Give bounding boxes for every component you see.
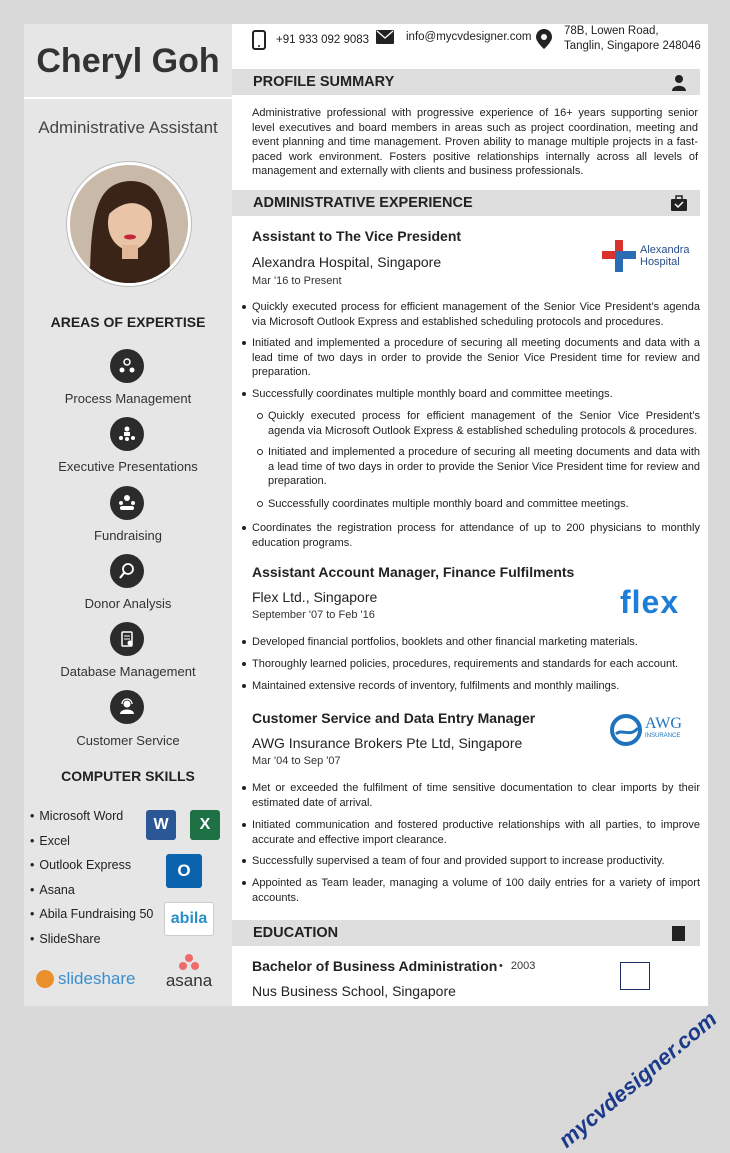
sidebar [24, 24, 232, 1006]
job-bullet: Quickly executed process for efficient management of the Senior Vice President’s agenda via Microsoft Outlook Express and established scheduling protocols and procedures. [252, 301, 700, 328]
database-gear-icon [110, 622, 144, 656]
profile-summary-text: Administrative professional with progressive experience of 16+ years supporting senior level executives and board members in areas such as project coordination, meeting and event planning and time management. Proven ability to manage multiple projects in a fast-paced work environment. Fosters positive relationships internally across all levels of management and externally with clients and business professionals. [252, 107, 698, 178]
skill-item: • Excel [30, 829, 153, 854]
job-bullet: Coordinates the registration process for attendance of up to 200 physicians to monthly education programs. [252, 522, 700, 549]
job-sub-bullet: Successfully coordinates multiple monthly board and committee meetings. [268, 497, 700, 512]
alexandra-hospital-logo [602, 240, 695, 272]
hospital-cross-icon [602, 240, 636, 272]
education-bar [232, 920, 700, 946]
skills-list [30, 804, 153, 951]
education-year-block: • 2003 [499, 960, 536, 972]
job-dates: Mar '16 to Present [252, 275, 342, 287]
fundraising-group-icon [110, 486, 144, 520]
job-organization: Alexandra Hospital, Singapore [252, 254, 442, 270]
person-icon [670, 73, 688, 91]
hospital-logo-text: Alexandra Hospital [640, 244, 690, 268]
job-bullet: Initiated communication and fostered productive relationships with all parties, to improve accurate and effective import clearance. [252, 819, 700, 846]
candidate-name: Cheryl Goh [36, 42, 220, 80]
skill-item: • Asana [30, 878, 153, 903]
job-bullet: Maintained extensive records of inventory, fulfilments and monthly mailings. [252, 679, 700, 694]
excel-logo: X [190, 810, 220, 840]
outlook-logo: O [166, 854, 202, 888]
skill-item: • Abila Fundraising 50 [30, 902, 153, 927]
job-bullet: Appointed as Team leader, managing a volume of 100 daily entries for a variety of import accounts. [252, 877, 700, 904]
word-logo: W [146, 810, 176, 840]
expertise-label: Process Management [64, 391, 192, 406]
education-school: Nus Business School, Singapore [252, 983, 456, 999]
slideshare-logo [36, 964, 150, 994]
asana-logo [158, 950, 220, 994]
job-role: Assistant Account Manager, Finance Fulfilments [252, 564, 575, 580]
expertise-label: Donor Analysis [84, 596, 172, 611]
job-dates: Mar '04 to Sep '07 [252, 755, 341, 767]
job-organization: Flex Ltd., Singapore [252, 589, 378, 605]
job-dates: September '07 to Feb '16 [252, 609, 375, 621]
expertise-label: Fundraising [94, 528, 162, 543]
job-role: Customer Service and Data Entry Manager [252, 710, 536, 726]
job-bullet: Successfully supervised a team of four and provided support to increase productivity. [252, 854, 700, 869]
job-role: Assistant to The Vice President [252, 228, 462, 244]
expertise-heading: AREAS OF EXPERTISE [50, 314, 206, 330]
resume-page [24, 24, 708, 1006]
job-sub-bullet: Initiated and implemented a procedure of securing all meeting documents and data with a lead time of two days in order to provide the Senior Vice President time for review and preparation. [268, 446, 700, 488]
contact-phone [252, 30, 369, 50]
location-pin-icon [536, 29, 552, 49]
awg-logo-subtext: INSURANCE [645, 733, 681, 739]
experience-heading: ADMINISTRATIVE EXPERIENCE [253, 195, 473, 211]
address-line-1: 78B, Lowen Road, [564, 25, 659, 37]
skill-item: • Microsoft Word [30, 804, 153, 829]
education-heading: EDUCATION [253, 925, 339, 941]
contact-email [376, 30, 531, 44]
job-bullet: Successfully coordinates multiple monthly board and committee meetings. [252, 387, 700, 402]
expertise-label: Executive Presentations [58, 459, 198, 474]
job-title: Administrative Assistant [38, 118, 218, 137]
expertise-label: Database Management [60, 664, 196, 679]
job-sub-bullet: Quickly executed process for efficient management of the Senior Vice President’s agenda via Microsoft Outlook Express & established scheduling protocols & procedures. [268, 410, 700, 437]
skill-item: • SlideShare [30, 927, 153, 952]
book-icon [670, 924, 688, 942]
job-bullet: Met or exceeded the fulfilment of time sensitive documentation to clear imports by their estimated date of arrival. [252, 782, 700, 809]
phone-number: +91 933 092 9083 [276, 34, 370, 46]
abila-logo: abila [164, 902, 214, 936]
phone-icon [252, 30, 266, 50]
job-bullet: Thoroughly learned policies, procedures, requirements and standards for each account. [252, 657, 700, 672]
process-gears-icon [110, 349, 144, 383]
awg-logo [610, 714, 682, 746]
experience-bar [232, 190, 700, 216]
job-bullet: Developed financial portfolios, booklets and other financial marketing materials. [252, 635, 700, 650]
profile-summary-bar [232, 69, 700, 95]
address-line-2: Tanglin, Singapore 248046 [564, 40, 701, 52]
customer-support-icon [110, 690, 144, 724]
email-address: info@mycvdesigner.com [406, 31, 532, 43]
name-divider [24, 97, 232, 99]
profile-summary-heading: PROFILE SUMMARY [253, 74, 395, 90]
slideshare-wordmark: slideshare [58, 969, 136, 988]
skill-item: • Outlook Express [30, 853, 153, 878]
asana-wordmark: asana [165, 971, 213, 990]
profile-photo [67, 162, 191, 286]
awg-swirl-icon [610, 714, 642, 746]
watermark: mycvdesigner.com [553, 1006, 722, 1153]
education-degree: Bachelor of Business Administration [252, 958, 498, 974]
job-bullet: Initiated and implemented a procedure of securing all meeting documents and data with a lead time of two days in order to provide the Senior Vice President time for review and preparation. [252, 337, 700, 379]
magnifier-chart-icon [110, 554, 144, 588]
asana-dots-icon [178, 953, 200, 971]
computer-skills-heading: COMPUTER SKILLS [61, 768, 195, 784]
university-crest-icon [620, 962, 650, 990]
awg-logo-text: AWG [645, 715, 682, 732]
envelope-icon [376, 30, 394, 44]
slideshare-mark-icon [36, 970, 54, 988]
briefcase-icon [670, 194, 688, 212]
job-organization: AWG Insurance Brokers Pte Ltd, Singapore [252, 735, 523, 751]
contact-address [536, 24, 701, 54]
expertise-label: Customer Service [76, 733, 180, 748]
education-year: 2003 [510, 960, 536, 972]
flex-logo: flex [620, 584, 680, 620]
presentation-people-icon [110, 417, 144, 451]
